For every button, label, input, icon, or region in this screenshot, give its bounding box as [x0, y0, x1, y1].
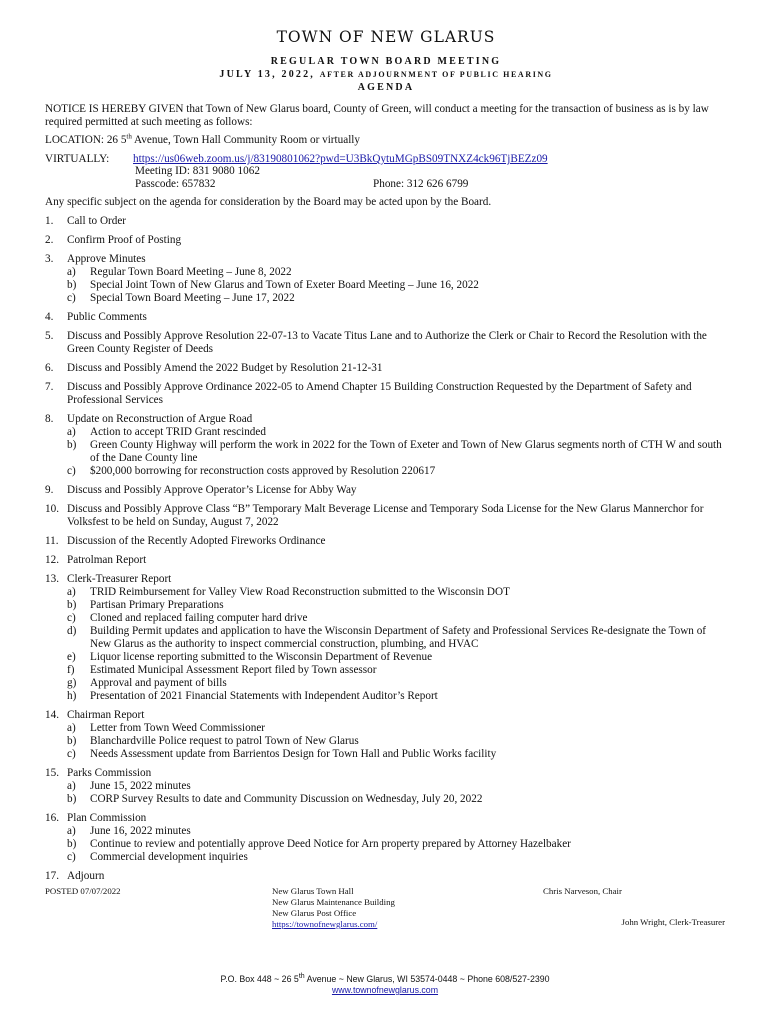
- agenda-subitem-text: Building Permit updates and application to have the Wisconsin Department of Safety and Professional Services Re-designate the Town of New Glarus as the authority to inspect commercial construction, plumbing, and HVAC: [90, 625, 707, 650]
- agenda-item-number: 3.: [45, 253, 54, 265]
- agenda-subitem-text: Cloned and replaced failing computer hard drive: [90, 612, 308, 624]
- meeting-date-text: JULY 13, 2022,: [219, 69, 315, 80]
- agenda-subitem: [67, 439, 727, 465]
- agenda-subitems: [67, 780, 727, 806]
- location-label: LOCATION: 26 5: [45, 134, 127, 146]
- agenda-item-number: 5.: [45, 330, 54, 342]
- agenda-subitem-letter: a): [67, 426, 76, 438]
- agenda-subitem-letter: a): [67, 825, 76, 837]
- agenda-document: [45, 28, 727, 883]
- agenda-subitem: [67, 426, 727, 439]
- agenda-subitem-letter: c): [67, 465, 76, 477]
- agenda-subitem: [67, 279, 727, 292]
- agenda-subitem: [67, 292, 727, 305]
- town-website-link[interactable]: https://townofnewglarus.com/: [272, 919, 378, 929]
- agenda-item: [45, 554, 727, 567]
- agenda-item: [45, 535, 727, 548]
- agenda-subitem: [67, 612, 727, 625]
- agenda-item: [45, 503, 727, 529]
- agenda-item-number: 10.: [45, 503, 59, 515]
- agenda-subitem-text: Needs Assessment update from Barrientos Design for Town Hall and Public Works facility: [90, 748, 497, 760]
- agenda-subitem: [67, 266, 727, 279]
- agenda-item-body: [67, 253, 727, 305]
- chair-signature: Chris Narveson, Chair: [543, 886, 622, 896]
- agenda-item-text: Parks Commission: [67, 767, 152, 779]
- agenda-subitem-text: Special Town Board Meeting – June 17, 2022: [90, 292, 295, 304]
- agenda-item-body: [67, 381, 727, 407]
- agenda-item-text: Discuss and Possibly Approve Ordinance 2022-05 to Amend Chapter 15 Building Construction Requested by the Department of Safety and Professional Services: [67, 381, 692, 406]
- agenda-subitem-letter: c): [67, 612, 76, 624]
- address-pre: P.O. Box 448 ~ 26 5: [220, 974, 299, 984]
- address-footer: [0, 974, 770, 996]
- agenda-subitem: [67, 735, 727, 748]
- agenda-item: [45, 234, 727, 247]
- agenda-item-body: [67, 870, 727, 883]
- agenda-subitem-text: Letter from Town Weed Commissioner: [90, 722, 266, 734]
- agenda-item-text: Discuss and Possibly Approve Resolution 22-07-13 to Vacate Titus Lane and to Authorize the Clerk or Chair to Record the Resolution with the Green County Register of Deeds: [67, 330, 707, 355]
- footer-website-link[interactable]: www.townofnewglarus.com: [331, 985, 439, 995]
- agenda-item-body: [67, 484, 727, 497]
- agenda-subitems: [67, 586, 727, 703]
- agenda-subitem-text: Blanchardville Police request to patrol Town of New Glarus: [90, 735, 359, 747]
- agenda-item: [45, 311, 727, 324]
- agenda-item: [45, 215, 727, 228]
- town-title: TOWN OF NEW GLARUS: [276, 28, 496, 46]
- virtual-line: [45, 153, 727, 165]
- agenda-item-text: Adjourn: [67, 870, 105, 882]
- agenda-subitems: [67, 266, 727, 305]
- agenda-heading: AGENDA: [357, 82, 415, 93]
- agenda-item: [45, 870, 727, 883]
- agenda-item-number: 12.: [45, 554, 59, 566]
- agenda-subitem-text: June 15, 2022 minutes: [90, 780, 191, 792]
- agenda-item-number: 6.: [45, 362, 54, 374]
- agenda-item-number: 14.: [45, 709, 59, 721]
- agenda-subitem-text: Commercial development inquiries: [90, 851, 248, 863]
- agenda-subitem-letter: b): [67, 735, 77, 747]
- agenda-item: [45, 767, 727, 806]
- agenda-item-text: Discussion of the Recently Adopted Fireworks Ordinance: [67, 535, 326, 547]
- agenda-subitem: [67, 793, 727, 806]
- agenda-subitem-letter: c): [67, 851, 76, 863]
- agenda-item-body: [67, 234, 727, 247]
- passcode: Passcode: 657832: [135, 178, 216, 190]
- agenda-item: [45, 709, 727, 761]
- agenda-subitem-text: June 16, 2022 minutes: [90, 825, 191, 837]
- agenda-item-text: Confirm Proof of Posting: [67, 234, 182, 246]
- agenda-item-number: 7.: [45, 381, 54, 393]
- agenda-item-text: Approve Minutes: [67, 253, 146, 265]
- agenda-subitem: [67, 465, 727, 478]
- agenda-subitem-text: Special Joint Town of New Glarus and Town of Exeter Board Meeting – June 16, 2022: [90, 279, 479, 291]
- agenda-subitem-text: Green County Highway will perform the work in 2022 for the Town of Exeter and Town of New Glarus segments north of CTH W and south of the Dane County line: [90, 439, 722, 464]
- agenda-subitem-text: Presentation of 2021 Financial Statements with Independent Auditor’s Report: [90, 690, 438, 702]
- agenda-subitem-letter: a): [67, 586, 76, 598]
- agenda-subitem-letter: b): [67, 279, 77, 291]
- meeting-date: [45, 68, 727, 81]
- virtual-label: VIRTUALLY:: [45, 153, 110, 165]
- agenda-item-number: 17.: [45, 870, 59, 882]
- agenda-item-body: [67, 554, 727, 567]
- address-sup: th: [298, 973, 305, 981]
- agenda-subitem: [67, 722, 727, 735]
- agenda-subitem-text: Partisan Primary Preparations: [90, 599, 224, 611]
- agenda-item-text: Discuss and Possibly Approve Class “B” Temporary Malt Beverage License and Temporary Soda License for the New Glarus Mannerchor for Volksfest to be held on Sunday, August 7, 2022: [67, 503, 704, 528]
- agenda-item-body: [67, 330, 727, 356]
- agenda-item-number: 9.: [45, 484, 54, 496]
- agenda-item-body: [67, 215, 727, 228]
- agenda-subitem-letter: c): [67, 748, 76, 760]
- agenda-item-body: [67, 311, 727, 324]
- passcode-row: [135, 178, 727, 191]
- agenda-subitems: [67, 722, 727, 761]
- agenda-item: [45, 381, 727, 407]
- posted-date: POSTED 07/07/2022: [45, 886, 121, 896]
- agenda-subitem-text: Continue to review and potentially approve Deed Notice for Arn property prepared by Attorney Hazelbaker: [90, 838, 571, 850]
- agenda-subitem-text: Approval and payment of bills: [90, 677, 227, 689]
- agenda-subitems: [67, 426, 727, 478]
- agenda-subitem-text: CORP Survey Results to date and Community Discussion on Wednesday, July 20, 2022: [90, 793, 483, 805]
- agenda-item-text: Chairman Report: [67, 709, 145, 721]
- agenda-subitem: [67, 664, 727, 677]
- agenda-item-body: [67, 709, 727, 761]
- posting-location: New Glarus Maintenance Building: [272, 897, 395, 907]
- agenda-subitem: [67, 825, 727, 838]
- agenda-subitem: [67, 599, 727, 612]
- agenda-subitem-letter: a): [67, 722, 76, 734]
- agenda-subitem-letter: c): [67, 292, 76, 304]
- agenda-subitem: [67, 780, 727, 793]
- agenda-subitem: [67, 748, 727, 761]
- agenda-subitem-letter: f): [67, 664, 75, 676]
- agenda-item-text: Call to Order: [67, 215, 127, 227]
- agenda-item-text: Discuss and Possibly Amend the 2022 Budget by Resolution 21-12-31: [67, 362, 383, 374]
- agenda-subitem-letter: b): [67, 838, 77, 850]
- any-subject-note: Any specific subject on the agenda for consideration by the Board may be acted upon by the Board.: [45, 196, 492, 208]
- agenda-subitem: [67, 851, 727, 864]
- agenda-item-body: [67, 573, 727, 703]
- agenda-item: [45, 330, 727, 356]
- agenda-item-text: Clerk-Treasurer Report: [67, 573, 172, 585]
- agenda-subitem-letter: b): [67, 439, 77, 451]
- agenda-item: [45, 484, 727, 497]
- agenda-subitem-letter: b): [67, 599, 77, 611]
- agenda-subitem-text: TRID Reimbursement for Valley View Road Reconstruction submitted to the Wisconsin DOT: [90, 586, 510, 598]
- agenda-subitem-letter: b): [67, 793, 77, 805]
- posting-locations: [272, 886, 395, 930]
- agenda-item-body: [67, 503, 727, 529]
- agenda-subitem: [67, 651, 727, 664]
- agenda-subitem: [67, 690, 727, 703]
- zoom-link[interactable]: https://us06web.zoom.us/j/83190801062?pwd=U3BkQytuMGpBS09TNXZ4ck96TjBEZz09: [133, 153, 548, 165]
- agenda-item-number: 1.: [45, 215, 54, 227]
- agenda-item-body: [67, 362, 727, 375]
- agenda-item-text: Discuss and Possibly Approve Operator’s License for Abby Way: [67, 484, 357, 496]
- address-post: Avenue ~ New Glarus, WI 53574-0448 ~ Phone 608/527-2390: [304, 974, 550, 984]
- agenda-item-text: Public Comments: [67, 311, 147, 323]
- agenda-item-text: Update on Reconstruction of Argue Road: [67, 413, 253, 425]
- agenda-subitems: [67, 825, 727, 864]
- meeting-credentials: [135, 165, 727, 191]
- agenda-subitem-text: Regular Town Board Meeting – June 8, 2022: [90, 266, 292, 278]
- after-adjournment-text: AFTER ADJOURNMENT OF PUBLIC HEARING: [319, 70, 553, 79]
- agenda-subitem-letter: g): [67, 677, 77, 689]
- agenda-item: [45, 253, 727, 305]
- agenda-subitem-letter: a): [67, 780, 76, 792]
- agenda-subitem-text: Action to accept TRID Grant rescinded: [90, 426, 266, 438]
- agenda-item: [45, 362, 727, 375]
- agenda-subitem-letter: d): [67, 625, 77, 637]
- agenda-item-body: [67, 535, 727, 548]
- agenda-subitem: [67, 625, 727, 651]
- agenda-item-text: Plan Commission: [67, 812, 147, 824]
- agenda-item-body: [67, 413, 727, 478]
- agenda-subitem: [67, 677, 727, 690]
- agenda-subitem-letter: h): [67, 690, 77, 702]
- agenda-list: [45, 215, 727, 883]
- posting-location: New Glarus Town Hall: [272, 886, 354, 896]
- agenda-item: [45, 573, 727, 703]
- agenda-item-text: Patrolman Report: [67, 554, 147, 566]
- agenda-item-number: 15.: [45, 767, 59, 779]
- agenda-item-number: 16.: [45, 812, 59, 824]
- agenda-item: [45, 413, 727, 478]
- location-rest: Avenue, Town Hall Community Room or virtually: [131, 134, 361, 146]
- agenda-subitem: [67, 586, 727, 599]
- meeting-id: Meeting ID: 831 9080 1062: [135, 165, 260, 177]
- agenda-item-number: 11.: [45, 535, 59, 547]
- meeting-type: REGULAR TOWN BOARD MEETING: [270, 56, 502, 67]
- notice-paragraph: NOTICE IS HEREBY GIVEN that Town of New Glarus board, County of Green, will conduct a meeting for the transaction of business as is by law required permitted at such meeting as follows:: [45, 103, 709, 128]
- agenda-item-body: [67, 767, 727, 806]
- location-sup: th: [126, 132, 132, 141]
- clerk-signature: John Wright, Clerk-Treasurer: [621, 917, 725, 927]
- agenda-item-number: 4.: [45, 311, 54, 323]
- agenda-subitem-text: $200,000 borrowing for reconstruction costs approved by Resolution 220617: [90, 465, 436, 477]
- posting-location: New Glarus Post Office: [272, 908, 357, 918]
- agenda-item: [45, 812, 727, 864]
- agenda-subitem-letter: e): [67, 651, 76, 663]
- phone: Phone: 312 626 6799: [373, 178, 469, 190]
- agenda-subitem-text: Liquor license reporting submitted to the Wisconsin Department of Revenue: [90, 651, 433, 663]
- agenda-item-number: 8.: [45, 413, 54, 425]
- agenda-subitem-text: Estimated Municipal Assessment Report filed by Town assessor: [90, 664, 377, 676]
- agenda-subitem-letter: a): [67, 266, 76, 278]
- agenda-subitem: [67, 838, 727, 851]
- agenda-item-body: [67, 812, 727, 864]
- location-line: [45, 134, 727, 147]
- agenda-item-number: 2.: [45, 234, 54, 246]
- address-line: [0, 974, 770, 985]
- agenda-item-number: 13.: [45, 573, 59, 585]
